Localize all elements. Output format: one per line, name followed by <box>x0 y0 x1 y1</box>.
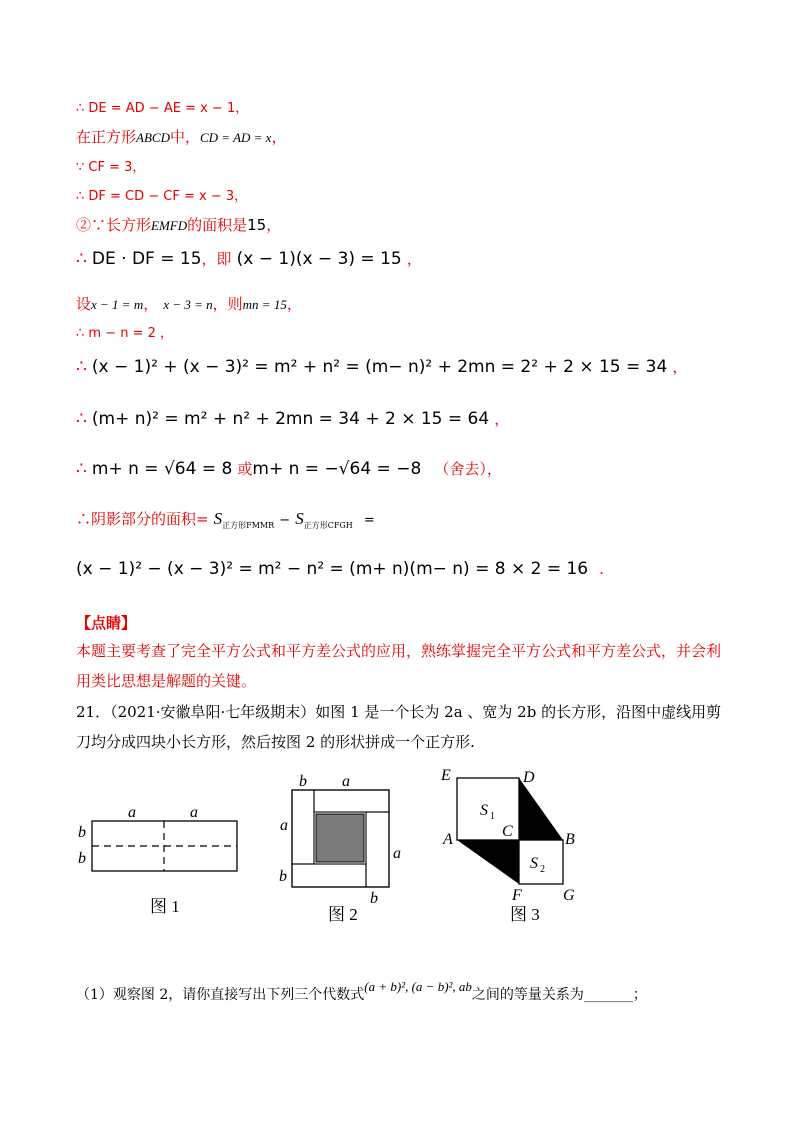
num-15: 15 <box>247 216 267 234</box>
text-then: ，则 <box>212 295 243 313</box>
question-1 <box>76 979 647 1004</box>
punct: ， <box>406 250 422 268</box>
eq-m-plus-n-8: m+ n = √64 = 8 <box>91 459 233 479</box>
text-let: 设 <box>76 295 92 313</box>
solution-line-1 <box>76 97 248 116</box>
figures <box>0 760 800 960</box>
area-s1-sub: 正方形FMMR <box>222 521 275 531</box>
eq-m: x − 1 = m <box>91 297 144 312</box>
punct: ， <box>672 358 688 376</box>
fig2-label-b-left: b <box>279 868 287 885</box>
fig2-label-b-top: b <box>299 773 307 790</box>
punct: . <box>599 560 604 578</box>
fig1-label-b2: b <box>78 850 86 867</box>
eq-de: ∴ DE = AD − AE = x − 1， <box>76 101 249 116</box>
solution-line-4 <box>76 185 247 204</box>
punct: ， <box>143 295 159 313</box>
fig1-label-b1: b <box>78 824 86 841</box>
solution-line-3 <box>76 156 145 175</box>
math-emfd: EMFD <box>151 218 188 233</box>
fig2-label-a-top: a <box>342 773 350 790</box>
solution-line-7 <box>76 293 302 314</box>
problem-21-text: 21．（2021·安徽阜阳·七年级期末）如图 1 是一个长为 2a 、宽为 2b 的长方形，沿图中虚线用剪刀均分成四块小长方形，然后按图 2 的形状拼成一个正方形. <box>76 703 722 751</box>
fig3-label-b: B <box>565 831 575 848</box>
therefore-symbol: ∴ <box>76 249 87 269</box>
punct: ， <box>286 295 302 313</box>
area-s2-sub: 正方形CFGH <box>303 521 353 531</box>
text-discard: （舍去）， <box>434 460 502 478</box>
fig3-label-s1-sub: 1 <box>490 811 495 822</box>
fig1-label-a2: a <box>190 804 198 821</box>
fig3-caption: 图 3 <box>510 905 540 924</box>
fig3-label-s2-sub: 2 <box>540 864 545 875</box>
fig2-caption: 图 2 <box>328 905 358 924</box>
solution-line-5 <box>76 214 281 235</box>
fig3-label-g: G <box>563 887 575 904</box>
eq-df: ∴ DF = CD − CF = x − 3， <box>76 189 248 204</box>
solution-line-2 <box>76 126 286 147</box>
solution-line-11 <box>76 458 502 479</box>
therefore-symbol: ∴ <box>76 357 87 377</box>
eq-sum-squares: (x − 1)² + (x − 3)² = m² + n² = (m− n)² + 2mn = 2² + 2 × 15 = 34 <box>91 357 668 377</box>
eq-m-plus-n-neg8: m+ n = −√64 = −8 <box>252 459 422 479</box>
fig1-caption: 图 1 <box>150 897 180 916</box>
therefore-symbol: ∴ <box>76 459 87 479</box>
fig2-label-a-right: a <box>393 845 401 862</box>
fig3-label-s2: S <box>530 855 538 872</box>
solution-line-13 <box>76 559 604 579</box>
minus-sign: − <box>279 513 291 528</box>
solution-line-6 <box>76 248 422 269</box>
area-s1: S <box>213 509 223 528</box>
eq-product: (x − 1)(x − 3) = 15 <box>236 249 402 269</box>
figure-1 <box>78 804 237 916</box>
area-s2: S <box>295 509 304 528</box>
punct: ， <box>271 128 287 146</box>
text-rect: ②∵长方形 <box>76 216 152 234</box>
figure-3 <box>440 767 575 924</box>
eq-de-df: DE · DF = 15 <box>91 249 202 269</box>
eq-final-area: (x − 1)² − (x − 3)² = m² − n² = (m+ n)(m− n) = 8 × 2 = 16 <box>76 559 589 579</box>
solution-line-8 <box>76 322 173 341</box>
text-or: 或 <box>237 460 253 478</box>
eq-m-plus-n-squared: (m+ n)² = m² + n² + 2mn = 34 + 2 × 15 = 64 <box>91 409 490 429</box>
eq-m-minus-n: ∴ m − n = 2 ， <box>76 326 174 341</box>
eq-mn: mn = 15 <box>242 297 287 312</box>
text-in-square: 在正方形 <box>76 128 137 146</box>
punct: ， <box>266 216 282 234</box>
fig3-label-s1: S <box>480 802 488 819</box>
solution-line-10 <box>76 408 509 429</box>
comment-text: 本题主要考查了完全平方公式和平方差公式的应用，熟练掌握完全平方公式和平方差公式，并会利用类比思想是解题的关键。 <box>76 642 722 690</box>
fig1-label-a1: a <box>128 804 136 821</box>
punct: ， <box>494 410 510 428</box>
math-abcd: ABCD <box>136 130 170 145</box>
text-ji: ，即 <box>201 250 232 268</box>
equals-sign: = <box>363 513 375 528</box>
q1-prefix: （1）观察图 2，请你直接写出下列三个代数式 <box>76 987 365 1003</box>
fig3-label-c: C <box>502 823 513 840</box>
fig3-label-f: F <box>512 887 522 904</box>
therefore-symbol: ∴ <box>76 409 87 429</box>
figure-2 <box>279 773 401 924</box>
fig2-label-a-left: a <box>280 817 288 834</box>
solution-line-12 <box>76 508 375 531</box>
text-zhong: 中， <box>169 128 200 146</box>
math-cd-ad: CD = AD = x <box>199 130 272 145</box>
fig3-label-d: D <box>523 769 535 786</box>
solution-line-9 <box>76 356 687 377</box>
text-area: 的面积是 <box>187 216 248 234</box>
text-shaded-area: ∴阴影部分的面积= <box>76 510 209 528</box>
comment-title: 【点睛】 <box>76 614 137 632</box>
fig3-label-e: E <box>441 767 451 784</box>
q1-suffix: 之间的等量关系为_______； <box>471 987 647 1003</box>
q1-expressions: (a + b)², (a − b)², ab <box>364 979 472 994</box>
fig2-label-b-bottom: b <box>370 890 378 907</box>
eq-cf: ∵ CF = 3， <box>76 160 146 175</box>
eq-n: x − 3 = n <box>163 297 213 312</box>
fig3-label-a: A <box>443 831 453 848</box>
